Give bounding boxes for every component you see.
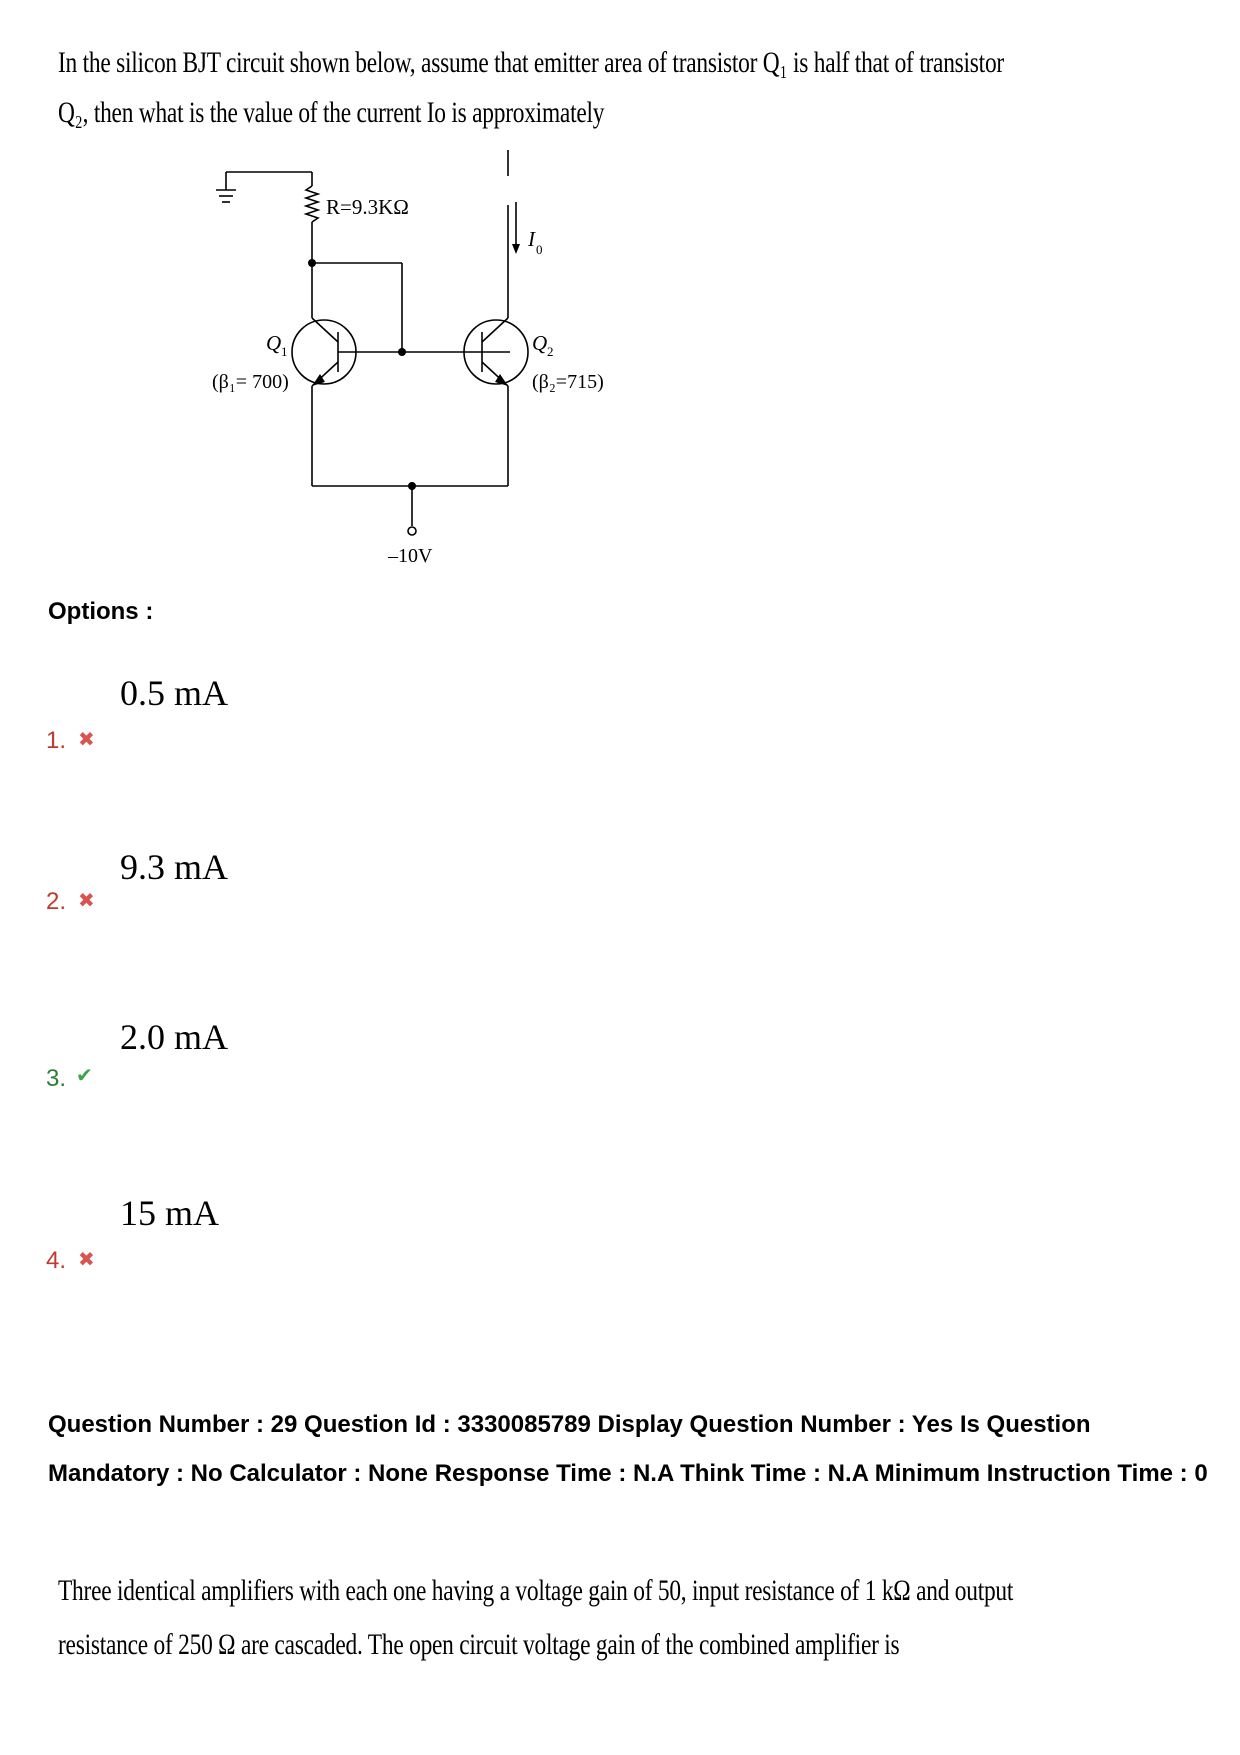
q2-label: Q [532,331,548,355]
bjt-circuit-diagram [0,0,1240,580]
option-3-value: 2.0 mA [120,1017,228,1057]
question-1-text-line-2: Q₂, then what is the value of the current Io is approximately [58,96,605,129]
option-4-value: 15 mA [120,1193,219,1233]
option-3-number: 3. [46,1065,67,1092]
resistor-icon [306,186,318,222]
option-2-number: 2. [46,888,67,915]
question-1-text-line-1: In the silicon BJT circuit shown below, assume that emitter area of transistor Q₁ is half that of transistor [58,46,1004,79]
q1-label-subscript: 1 [281,344,288,359]
current-label-subscript: 0 [536,242,543,257]
option-2-value: 9.3 mA [120,847,228,887]
option-4-number: 4. [46,1247,67,1274]
question-2-text-line-2: resistance of 250 Ω are cascaded. The open circuit voltage gain of the combined amplifier is [58,1628,900,1661]
q1-beta-label: (β₁= 700) [212,371,289,393]
wrong-mark-icon: ✖ [78,1249,95,1271]
wrong-mark-icon: ✖ [78,729,95,751]
current-label: I [528,227,535,251]
correct-check-icon: ✔ [76,1065,93,1087]
option-1-value: 0.5 mA [120,673,228,713]
option-1-number: 1. [46,727,67,754]
q2-beta-label: (β₂=715) [532,371,604,393]
options-heading: Options : [48,598,154,625]
q1-label: Q [266,331,282,355]
question-metadata: Question Number : 29 Question Id : 3330085789 Display Question Number : Yes Is Question Mandatory : No Calculator : None Response Time : N.A Think Time : N.A Minimum Instruction Time : 0 [48,1411,1208,1487]
resistor-label: R=9.3KΩ [326,195,409,219]
q2-label-subscript: 2 [547,344,554,359]
wrong-mark-icon: ✖ [78,890,95,912]
question-2-text-line-1: Three identical amplifiers with each one having a voltage gain of 50, input resistance of 1 kΩ and output [58,1574,1014,1607]
supply-voltage-label: –10V [388,545,433,567]
